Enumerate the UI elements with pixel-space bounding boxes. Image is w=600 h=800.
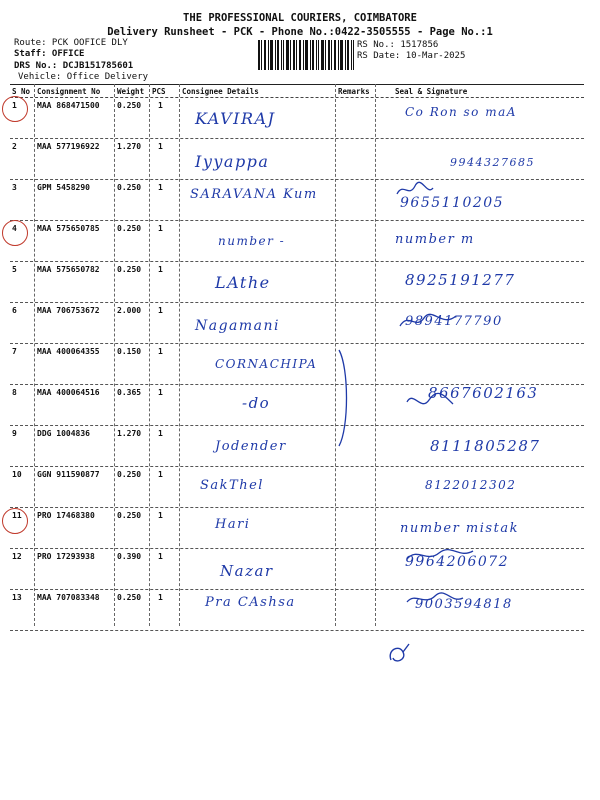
row-consignment: MAA 400064516: [37, 388, 100, 397]
row-weight: 0.365: [117, 388, 142, 397]
row-weight: 0.250: [117, 593, 142, 602]
row-consignment: MAA 400064355: [37, 347, 100, 356]
table-header: [10, 84, 584, 98]
row-sno: 6: [12, 306, 17, 315]
row-pcs: 1: [158, 265, 163, 274]
table-row: [10, 138, 584, 180]
table-row: [10, 466, 584, 508]
bracket-mark: [335, 348, 355, 448]
row-sno: 3: [12, 183, 17, 192]
table-row: [10, 384, 584, 426]
consignee-handwriting: Hari: [215, 517, 251, 532]
row-weight: 0.150: [117, 347, 142, 356]
row-consignment: MAA 868471500: [37, 101, 100, 110]
signature-scribble: [405, 390, 455, 412]
row-consignment: MAA 707083348: [37, 593, 100, 602]
runsheet-title: Delivery Runsheet - PCK - Phone No.:0422-3505555 - Page No.:1: [107, 26, 493, 38]
col-consignment: Consignment No: [37, 87, 101, 96]
signature-handwriting: 9944327685: [450, 156, 535, 169]
signature-scribble: [398, 310, 458, 332]
row-sno: 8: [12, 388, 17, 397]
table-row: [10, 261, 584, 303]
row-pcs: 1: [158, 101, 163, 110]
consignee-handwriting: Pra CAshsa: [205, 595, 296, 610]
signature-handwriting: Co Ron so maA: [405, 105, 517, 119]
rs-number: RS No.: 1517856: [357, 40, 439, 50]
table-row: [10, 302, 584, 344]
consignee-handwriting: CORNACHIPA: [215, 357, 318, 371]
vehicle-label: Vehicle: Office Delivery: [18, 72, 149, 82]
row-sno: 11: [12, 511, 22, 520]
staff-label: Staff: OFFICE: [14, 49, 85, 59]
row-consignment: GPM 5458290: [37, 183, 90, 192]
row-consignment: MAA 575650785: [37, 224, 100, 233]
table-row: [10, 589, 584, 631]
signature-handwriting: 9964206072: [405, 554, 510, 570]
col-pcs: PCS: [152, 87, 166, 96]
consignee-handwriting: SARAVANA Kum: [190, 187, 318, 202]
consignee-handwriting: Iyyappa: [195, 152, 270, 171]
row-weight: 0.250: [117, 511, 142, 520]
signature-scribble: [405, 545, 475, 565]
signature-handwriting: 9655110205: [400, 195, 505, 211]
consignee-handwriting: number -: [218, 234, 286, 248]
rs-date: RS Date: 10-Mar-2025: [357, 51, 466, 61]
row-sno: 1: [12, 101, 17, 110]
consignee-handwriting: KAVIRAJ: [195, 109, 276, 128]
col-sno: S No: [12, 87, 31, 96]
signature-handwriting: number mistak: [400, 521, 519, 536]
consignee-handwriting: Jodender: [215, 439, 287, 454]
row-consignment: MAA 706753672: [37, 306, 100, 315]
row-weight: 0.390: [117, 552, 142, 561]
signature-handwriting: 8122012302: [425, 478, 517, 492]
circle-mark: [2, 220, 28, 246]
row-weight: 0.250: [117, 470, 142, 479]
row-weight: 0.250: [117, 183, 142, 192]
row-weight: 2.000: [117, 306, 142, 315]
row-pcs: 1: [158, 388, 163, 397]
row-pcs: 1: [158, 470, 163, 479]
col-consignee: Consignee Details: [182, 87, 259, 96]
company-title: THE PROFESSIONAL COURIERS, COIMBATORE: [183, 12, 417, 24]
table-row: [10, 179, 584, 221]
row-pcs: 1: [158, 142, 163, 151]
drs-number: DRS No.: DCJB151785601: [14, 61, 134, 71]
row-pcs: 1: [158, 593, 163, 602]
table-row: [10, 220, 584, 262]
row-consignment: DDG 1004836: [37, 429, 90, 438]
row-pcs: 1: [158, 306, 163, 315]
row-sno: 7: [12, 347, 17, 356]
signature-scribble: [405, 590, 465, 608]
row-sno: 13: [12, 593, 22, 602]
signature-handwriting: 9003594818: [415, 597, 513, 612]
row-weight: 1.270: [117, 142, 142, 151]
table-row: [10, 425, 584, 467]
signature-handwriting: 8111805287: [430, 437, 541, 455]
row-sno: 2: [12, 142, 17, 151]
signature-handwriting: number m: [395, 232, 475, 247]
signature-handwriting: 9894177790: [405, 314, 503, 329]
row-consignment: MAA 575650782: [37, 265, 100, 274]
consignee-handwriting: -do: [242, 394, 271, 412]
row-pcs: 1: [158, 429, 163, 438]
consignee-handwriting: LAthe: [215, 273, 271, 292]
consignee-handwriting: Nazar: [220, 562, 274, 580]
circle-mark: [2, 508, 28, 534]
row-weight: 0.250: [117, 224, 142, 233]
row-consignment: PRO 17468380: [37, 511, 95, 520]
row-sno: 5: [12, 265, 17, 274]
route-label: Route: PCK OOFICE DLY: [14, 38, 128, 48]
signature-handwriting: 8667602163: [428, 384, 539, 402]
pen-mark: [385, 640, 415, 670]
row-pcs: 1: [158, 224, 163, 233]
table-row: [10, 343, 584, 385]
circle-mark: [2, 96, 28, 122]
barcode: [258, 40, 354, 70]
row-sno: 4: [12, 224, 17, 233]
col-remarks: Remarks: [338, 87, 370, 96]
row-weight: 0.250: [117, 265, 142, 274]
row-sno: 9: [12, 429, 17, 438]
table-row: [10, 507, 584, 549]
col-seal: Seal & Signature: [395, 87, 468, 96]
row-weight: 1.270: [117, 429, 142, 438]
signature-handwriting: 8925191277: [405, 271, 516, 289]
row-pcs: 1: [158, 347, 163, 356]
row-sno: 12: [12, 552, 22, 561]
row-sno: 10: [12, 470, 22, 479]
row-pcs: 1: [158, 511, 163, 520]
consignee-handwriting: SakThel: [200, 478, 264, 493]
row-consignment: PRO 17293938: [37, 552, 95, 561]
row-consignment: GGN 911590877: [37, 470, 100, 479]
row-consignment: MAA 577196922: [37, 142, 100, 151]
row-weight: 0.250: [117, 101, 142, 110]
col-weight: Weight: [117, 87, 145, 96]
table-row: [10, 548, 584, 590]
row-pcs: 1: [158, 183, 163, 192]
table-row: [10, 97, 584, 139]
consignee-handwriting: Nagamani: [195, 318, 281, 334]
signature-scribble: [395, 180, 435, 200]
row-pcs: 1: [158, 552, 163, 561]
